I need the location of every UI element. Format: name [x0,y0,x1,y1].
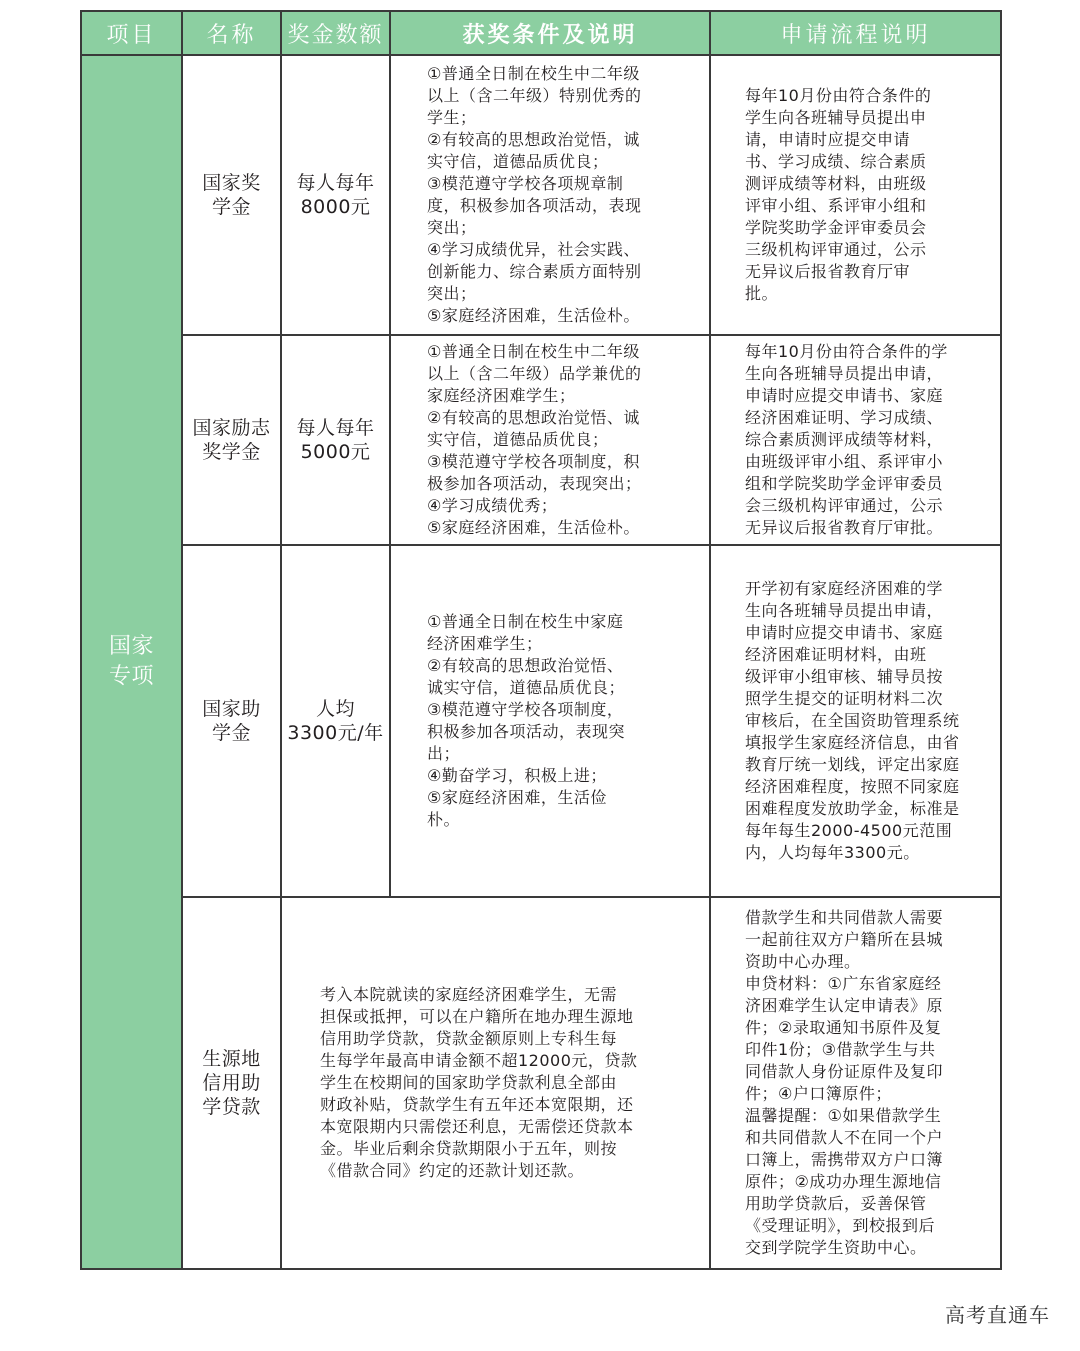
amount-cell [281,545,390,897]
process-cell [710,335,1001,545]
amount-cell [281,335,390,545]
table-row [81,545,1001,897]
award-amount: 人均 3300元/年 [287,698,384,744]
header-amount: 奖金数额 [281,11,390,55]
award-process: 开学初有家庭经济困难的学 生向各班辅导员提出申请， 申请时应提交申请书、家庭 经济困难证明材料，由班 级评审小组审核、辅导员按 照学生提交的证明材料二次 审核后，在全国资助管理系统 填报学生家庭经济信息，由省 教育厅统一划线，评定出家庭 经济困难程度，按照不同家庭 困难程度发放助学金，标准是 每年每生2000-4500元范围 内，人均每年3300元。 [745,579,960,862]
conditions-cell [390,335,710,545]
award-conditions: ①普通全日制在校生中二年级 以上（含二年级）品学兼优的 家庭经济困难学生； ②有较高的思想政治觉悟、诚 实守信，道德品质优良； ③模范遵守学校各项制度，积 极参加各项活动，表现突出； ④学习成绩优秀； ⑤家庭经济困难，生活俭朴。 [427,342,642,537]
header-row [81,11,1001,55]
table-row [81,335,1001,545]
name-cell [182,545,281,897]
award-process: 借款学生和共同借款人需要 一起前往双方户籍所在县城 资助中心办理。 申贷材料：①广东省家庭经 济困难学生认定申请表》原 件；②录取通知书原件及复 印件1份；③借款学生与共 同借款人身份证原件及复印 件；④户口簿原件； 温馨提醒：①如果借款学生 和共同借款人不在同一个户 口簿上，需携带双方户口簿 原件；②成功办理生源地信 用助学贷款后，妥善保管 《受理证明》，到校报到后 交到学院学生资助中心。 [745,908,944,1257]
award-name: 国家奖 学金 [202,172,261,218]
award-conditions: ①普通全日制在校生中二年级 以上（含二年级）特别优秀的 学生； ②有较高的思想政治觉悟，诚 实守信，道德品质优良； ③模范遵守学校各项规章制 度，积极参加各项活动，表现 突出； ④学习成绩优异，社会实践、 创新能力、综合素质方面特别 突出； ⑤家庭经济困难，生活俭朴。 [427,64,642,325]
amount-cell [281,55,390,335]
award-conditions: ①普通全日制在校生中家庭 经济困难学生； ②有较高的思想政治觉悟、 诚实守信，道德品质优良； ③模范遵守学校各项制度， 积极参加各项活动，表现突 出； ④勤奋学习，积极上进； ⑤家庭经济困难，生活俭 朴。 [427,612,626,829]
award-name: 生源地 信用助 学贷款 [202,1048,261,1118]
process-cell [710,545,1001,897]
award-name: 国家励志 奖学金 [192,417,271,463]
name-cell [182,55,281,335]
scholarship-table [80,10,1002,1270]
header-conditions: 获奖条件及说明 [390,11,710,55]
conditions-cell [390,545,710,897]
table-row [81,55,1001,335]
award-amount: 每人每年 5000元 [296,417,375,463]
loan-description-cell [281,897,710,1269]
header-project: 项目 [81,11,182,55]
award-process: 每年10月份由符合条件的 学生向各班辅导员提出申 请，申请时应提交申请 书、学习成绩、综合素质 测评成绩等材料，由班级 评审小组、系评审小组和 学院奖助学金评审委员会 三级机构评审通过，公示 无异议后报省教育厅审 批。 [745,86,932,303]
loan-description: 考入本院就读的家庭经济困难学生，无需 担保或抵押，可以在户籍所在地办理生源地 信用助学贷款，贷款金额原则上专科生每 生每学年最高申请金额不超12000元，贷款 学生在校期间的国家助学贷款利息全部由 财政补贴，贷款学生有五年还本宽限期，还 本宽限期内只需偿还利息，无需偿还贷款本 金。毕业后剩余贷款期限小于五年，则按 《借款合同》约定的还款计划还款。 [320,985,638,1180]
header-process: 申请流程说明 [710,11,1001,55]
name-cell [182,897,281,1269]
name-cell [182,335,281,545]
award-name: 国家助 学金 [202,698,261,744]
category-cell [81,55,182,1269]
table-row [81,897,1001,1269]
process-cell [710,55,1001,335]
process-cell [710,897,1001,1269]
award-amount: 每人每年 8000元 [296,172,375,218]
conditions-cell [390,55,710,335]
watermark-text: 高考直通车 [945,1303,1050,1327]
award-process: 每年10月份由符合条件的学 生向各班辅导员提出申请， 申请时应提交申请书、家庭 经济困难证明、学习成绩、 综合素质测评成绩等材料， 由班级评审小组、系评审小 组和学院奖助学金评审委员 会三级机构评审通过，公示 无异议后报省教育厅审批。 [745,342,948,537]
category-label: 国家 专项 [108,634,154,689]
header-name: 名称 [182,11,281,55]
